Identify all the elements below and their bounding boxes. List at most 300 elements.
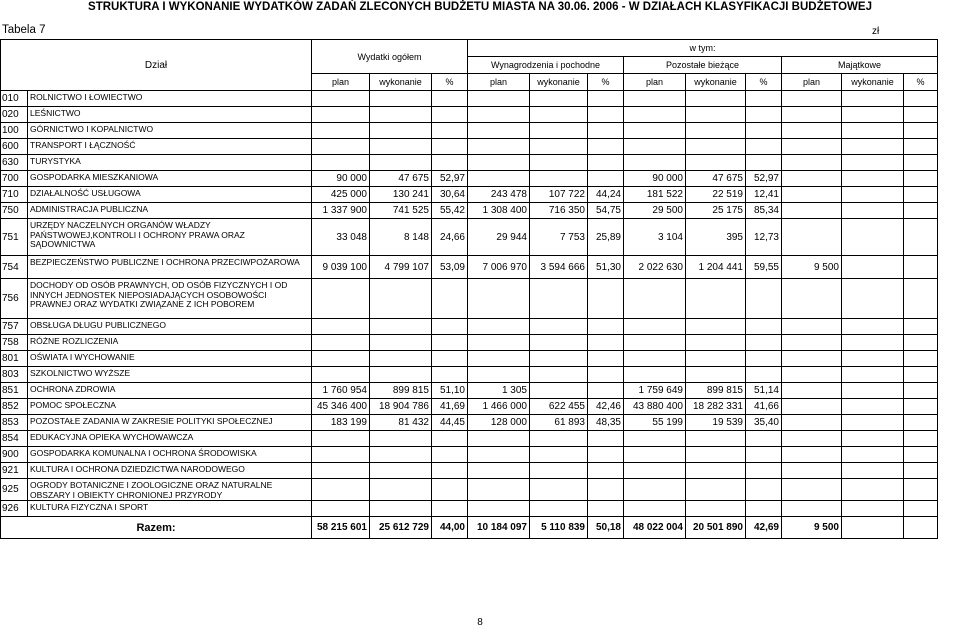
dzial-name: OŚWIATA I WYCHOWANIE <box>28 351 312 367</box>
value-cell: 18 282 331 <box>686 399 746 415</box>
value-cell: 54,75 <box>588 203 624 219</box>
value-cell <box>312 155 370 171</box>
value-cell <box>782 383 842 399</box>
value-cell <box>432 123 468 139</box>
value-cell <box>312 91 370 107</box>
value-cell <box>312 479 370 501</box>
table-row <box>1 256 938 279</box>
value-cell <box>530 463 588 479</box>
value-cell: 3 104 <box>624 219 686 256</box>
dzial-name: OGRODY BOTANICZNE I ZOOLOGICZNE ORAZ NATURALNE OBSZARY I OBIEKTY CHRONIONEJ PRZYRODY <box>28 479 312 501</box>
value-cell <box>782 479 842 501</box>
value-cell: 35,40 <box>746 415 782 431</box>
table-row <box>1 91 938 107</box>
value-cell <box>530 123 588 139</box>
value-cell <box>842 107 904 123</box>
value-cell <box>624 501 686 517</box>
value-cell <box>686 91 746 107</box>
value-cell <box>468 279 530 319</box>
value-cell <box>588 383 624 399</box>
header-majatkowe: Majątkowe <box>782 57 938 74</box>
total-value-cell <box>904 517 938 539</box>
value-cell: 25,89 <box>588 219 624 256</box>
value-cell <box>468 107 530 123</box>
value-cell <box>842 431 904 447</box>
value-cell <box>588 479 624 501</box>
value-cell: 1 760 954 <box>312 383 370 399</box>
value-cell <box>588 431 624 447</box>
value-cell <box>842 399 904 415</box>
value-cell <box>370 335 432 351</box>
header-wykonanie: wykonanie <box>686 74 746 91</box>
value-cell: 42,46 <box>588 399 624 415</box>
value-cell: 128 000 <box>468 415 530 431</box>
total-label: Razem: <box>1 517 312 539</box>
value-cell <box>530 383 588 399</box>
value-cell <box>468 479 530 501</box>
value-cell: 29 944 <box>468 219 530 256</box>
value-cell <box>746 123 782 139</box>
total-value-cell: 20 501 890 <box>686 517 746 539</box>
value-cell <box>432 447 468 463</box>
value-cell <box>370 479 432 501</box>
dzial-code: 758 <box>1 335 28 351</box>
table-row <box>1 367 938 383</box>
value-cell <box>624 139 686 155</box>
table-row <box>1 501 938 517</box>
value-cell: 107 722 <box>530 187 588 203</box>
value-cell <box>312 107 370 123</box>
value-cell: 24,66 <box>432 219 468 256</box>
value-cell <box>588 139 624 155</box>
header-plan: plan <box>468 74 530 91</box>
value-cell <box>782 415 842 431</box>
header-percent: % <box>432 74 468 91</box>
table-row <box>1 351 938 367</box>
value-cell: 44,24 <box>588 187 624 203</box>
dzial-code: 750 <box>1 203 28 219</box>
value-cell <box>842 319 904 335</box>
table-row <box>1 107 938 123</box>
table-row <box>1 155 938 171</box>
table-row <box>1 479 938 501</box>
value-cell <box>746 155 782 171</box>
value-cell <box>530 279 588 319</box>
value-cell <box>588 107 624 123</box>
dzial-code: 852 <box>1 399 28 415</box>
header-percent: % <box>588 74 624 91</box>
value-cell: 25 175 <box>686 203 746 219</box>
value-cell <box>746 335 782 351</box>
header-wydatki-ogolem: Wydatki ogółem <box>312 40 468 74</box>
value-cell <box>842 219 904 256</box>
value-cell <box>842 383 904 399</box>
value-cell <box>530 335 588 351</box>
dzial-code: 630 <box>1 155 28 171</box>
header-wykonanie: wykonanie <box>530 74 588 91</box>
value-cell <box>370 319 432 335</box>
header-wykonanie: wykonanie <box>842 74 904 91</box>
value-cell: 622 455 <box>530 399 588 415</box>
dzial-name: GÓRNICTWO I KOPALNICTWO <box>28 123 312 139</box>
value-cell <box>904 479 938 501</box>
unit-label: zł <box>872 26 880 37</box>
value-cell <box>904 107 938 123</box>
value-cell: 7 753 <box>530 219 588 256</box>
dzial-name: LEŚNICTWO <box>28 107 312 123</box>
value-cell <box>842 91 904 107</box>
dzial-name: ADMINISTRACJA PUBLICZNA <box>28 203 312 219</box>
value-cell <box>312 319 370 335</box>
table-row <box>1 415 938 431</box>
value-cell <box>842 203 904 219</box>
value-cell: 45 346 400 <box>312 399 370 415</box>
value-cell <box>588 155 624 171</box>
value-cell: 9 500 <box>782 256 842 279</box>
value-cell <box>782 501 842 517</box>
value-cell <box>624 279 686 319</box>
value-cell <box>624 447 686 463</box>
value-cell: 899 815 <box>686 383 746 399</box>
value-cell <box>904 256 938 279</box>
value-cell: 1 337 900 <box>312 203 370 219</box>
value-cell <box>904 155 938 171</box>
value-cell: 33 048 <box>312 219 370 256</box>
dzial-code: 803 <box>1 367 28 383</box>
value-cell: 1 305 <box>468 383 530 399</box>
table-row <box>1 279 938 319</box>
value-cell: 52,97 <box>746 171 782 187</box>
value-cell: 243 478 <box>468 187 530 203</box>
value-cell <box>468 171 530 187</box>
value-cell <box>746 367 782 383</box>
value-cell <box>782 447 842 463</box>
value-cell <box>432 139 468 155</box>
value-cell <box>782 171 842 187</box>
value-cell <box>432 463 468 479</box>
value-cell <box>370 155 432 171</box>
value-cell <box>624 155 686 171</box>
value-cell: 61 893 <box>530 415 588 431</box>
header-pozostale: Pozostałe bieżące <box>624 57 782 74</box>
value-cell: 53,09 <box>432 256 468 279</box>
value-cell <box>904 447 938 463</box>
value-cell <box>530 351 588 367</box>
header-percent: % <box>746 74 782 91</box>
value-cell <box>624 319 686 335</box>
dzial-code: 700 <box>1 171 28 187</box>
value-cell: 55 199 <box>624 415 686 431</box>
value-cell <box>530 367 588 383</box>
value-cell <box>686 335 746 351</box>
value-cell: 1 308 400 <box>468 203 530 219</box>
page-number: 8 <box>477 617 483 628</box>
value-cell <box>432 479 468 501</box>
value-cell <box>842 155 904 171</box>
value-cell: 90 000 <box>312 171 370 187</box>
value-cell: 90 000 <box>624 171 686 187</box>
value-cell <box>686 351 746 367</box>
value-cell <box>588 367 624 383</box>
dzial-name: OCHRONA ZDROWIA <box>28 383 312 399</box>
value-cell <box>904 319 938 335</box>
value-cell <box>686 139 746 155</box>
value-cell <box>588 463 624 479</box>
dzial-name: OBSŁUGA DŁUGU PUBLICZNEGO <box>28 319 312 335</box>
value-cell <box>904 187 938 203</box>
value-cell <box>782 431 842 447</box>
value-cell <box>842 256 904 279</box>
value-cell <box>746 479 782 501</box>
value-cell <box>370 367 432 383</box>
value-cell: 29 500 <box>624 203 686 219</box>
value-cell: 1 466 000 <box>468 399 530 415</box>
value-cell <box>842 415 904 431</box>
value-cell <box>904 335 938 351</box>
value-cell <box>782 139 842 155</box>
value-cell: 899 815 <box>370 383 432 399</box>
dzial-code: 900 <box>1 447 28 463</box>
value-cell <box>530 479 588 501</box>
value-cell <box>624 431 686 447</box>
value-cell <box>686 431 746 447</box>
value-cell <box>686 155 746 171</box>
value-cell <box>432 431 468 447</box>
value-cell <box>904 431 938 447</box>
value-cell <box>782 187 842 203</box>
header-plan: plan <box>782 74 842 91</box>
value-cell <box>370 351 432 367</box>
header-wynagrodzenia: Wynagrodzenia i pochodne <box>468 57 624 74</box>
value-cell <box>370 139 432 155</box>
value-cell <box>782 351 842 367</box>
dzial-code: 757 <box>1 319 28 335</box>
value-cell <box>432 155 468 171</box>
header-w-tym: w tym: <box>468 40 938 57</box>
value-cell <box>624 335 686 351</box>
value-cell <box>904 383 938 399</box>
value-cell <box>686 501 746 517</box>
value-cell <box>842 187 904 203</box>
value-cell <box>432 91 468 107</box>
dzial-code: 710 <box>1 187 28 203</box>
value-cell <box>432 107 468 123</box>
value-cell <box>686 447 746 463</box>
value-cell <box>904 351 938 367</box>
value-cell <box>468 91 530 107</box>
value-cell <box>370 123 432 139</box>
dzial-name: DZIAŁALNOŚĆ USŁUGOWA <box>28 187 312 203</box>
value-cell <box>782 91 842 107</box>
table-row <box>1 187 938 203</box>
value-cell: 19 539 <box>686 415 746 431</box>
total-value-cell: 50,18 <box>588 517 624 539</box>
value-cell <box>904 415 938 431</box>
value-cell <box>686 279 746 319</box>
value-cell <box>842 139 904 155</box>
value-cell <box>624 91 686 107</box>
total-value-cell: 25 612 729 <box>370 517 432 539</box>
value-cell <box>468 139 530 155</box>
value-cell <box>588 91 624 107</box>
dzial-name: TRANSPORT I ŁĄCZNOŚĆ <box>28 139 312 155</box>
value-cell <box>624 367 686 383</box>
total-value-cell: 44,00 <box>432 517 468 539</box>
value-cell <box>782 279 842 319</box>
value-cell <box>686 367 746 383</box>
dzial-name: SZKOLNICTWO WYŻSZE <box>28 367 312 383</box>
value-cell: 741 525 <box>370 203 432 219</box>
value-cell <box>746 501 782 517</box>
dzial-code: 751 <box>1 219 28 256</box>
value-cell <box>746 431 782 447</box>
header-plan: plan <box>312 74 370 91</box>
value-cell <box>312 501 370 517</box>
dzial-code: 925 <box>1 479 28 501</box>
value-cell <box>530 139 588 155</box>
value-cell: 130 241 <box>370 187 432 203</box>
value-cell <box>432 279 468 319</box>
value-cell <box>588 123 624 139</box>
value-cell <box>782 107 842 123</box>
dzial-name: POZOSTAŁE ZADANIA W ZAKRESIE POLITYKI SPOŁECZNEJ <box>28 415 312 431</box>
value-cell <box>782 367 842 383</box>
dzial-name: KULTURA FIZYCZNA I SPORT <box>28 501 312 517</box>
table-row <box>1 399 938 415</box>
value-cell: 85,34 <box>746 203 782 219</box>
value-cell <box>468 501 530 517</box>
value-cell: 9 039 100 <box>312 256 370 279</box>
value-cell <box>842 123 904 139</box>
value-cell <box>904 399 938 415</box>
value-cell <box>746 279 782 319</box>
header-percent: % <box>904 74 938 91</box>
value-cell <box>746 351 782 367</box>
header-dzial: Dział <box>1 40 312 91</box>
value-cell <box>370 91 432 107</box>
value-cell <box>686 107 746 123</box>
value-cell <box>782 203 842 219</box>
value-cell <box>782 463 842 479</box>
value-cell <box>530 447 588 463</box>
value-cell <box>588 279 624 319</box>
dzial-name: GOSPODARKA KOMUNALNA I OCHRONA ŚRODOWISKA <box>28 447 312 463</box>
dzial-name: URZĘDY NACZELNYCH ORGANÓW WŁADZY PAŃSTWOWEJ,KONTROLI I OCHRONY PRAWA ORAZ SĄDOWNICTWA <box>28 219 312 256</box>
value-cell <box>904 123 938 139</box>
value-cell <box>370 447 432 463</box>
total-value-cell: 48 022 004 <box>624 517 686 539</box>
value-cell <box>746 91 782 107</box>
value-cell: 81 432 <box>370 415 432 431</box>
value-cell: 30,64 <box>432 187 468 203</box>
value-cell <box>530 319 588 335</box>
value-cell <box>746 107 782 123</box>
value-cell <box>746 319 782 335</box>
dzial-code: 921 <box>1 463 28 479</box>
dzial-name: ROLNICTWO I ŁOWIECTWO <box>28 91 312 107</box>
value-cell <box>312 431 370 447</box>
value-cell <box>842 171 904 187</box>
value-cell: 51,14 <box>746 383 782 399</box>
value-cell <box>588 319 624 335</box>
value-cell <box>588 447 624 463</box>
value-cell: 51,30 <box>588 256 624 279</box>
value-cell: 55,42 <box>432 203 468 219</box>
dzial-name: GOSPODARKA MIESZKANIOWA <box>28 171 312 187</box>
value-cell <box>468 367 530 383</box>
value-cell <box>624 479 686 501</box>
table-row <box>1 219 938 256</box>
table-row <box>1 335 938 351</box>
value-cell: 48,35 <box>588 415 624 431</box>
dzial-name: DOCHODY OD OSÓB PRAWNYCH, OD OSÓB FIZYCZNYCH I OD INNYCH JEDNOSTEK NIEPOSIADAJĄCYCH OSOBOWOŚCI PRAWNEJ ORAZ WYDATKI ZWIĄZANE Z ICH POBOREM <box>28 279 312 319</box>
value-cell <box>312 335 370 351</box>
table-row <box>1 139 938 155</box>
dzial-name: BEZPIECZEŃSTWO PUBLICZNE I OCHRONA PRZECIWPOŻAROWA <box>28 256 312 279</box>
value-cell: 51,10 <box>432 383 468 399</box>
value-cell <box>842 447 904 463</box>
dzial-code: 801 <box>1 351 28 367</box>
dzial-code: 020 <box>1 107 28 123</box>
dzial-code: 100 <box>1 123 28 139</box>
dzial-name: POMOC SPOŁECZNA <box>28 399 312 415</box>
value-cell <box>530 155 588 171</box>
dzial-name: RÓŻNE ROZLICZENIA <box>28 335 312 351</box>
value-cell <box>432 351 468 367</box>
value-cell <box>370 501 432 517</box>
total-value-cell <box>842 517 904 539</box>
value-cell <box>782 319 842 335</box>
value-cell <box>530 107 588 123</box>
value-cell: 59,55 <box>746 256 782 279</box>
value-cell <box>312 447 370 463</box>
dzial-code: 851 <box>1 383 28 399</box>
value-cell <box>686 319 746 335</box>
value-cell <box>904 279 938 319</box>
value-cell <box>468 319 530 335</box>
value-cell <box>432 501 468 517</box>
value-cell <box>904 203 938 219</box>
value-cell <box>432 319 468 335</box>
value-cell <box>468 447 530 463</box>
value-cell <box>432 367 468 383</box>
value-cell <box>312 367 370 383</box>
value-cell <box>468 351 530 367</box>
value-cell <box>746 139 782 155</box>
value-cell <box>904 91 938 107</box>
document-title: STRUKTURA I WYKONANIE WYDATKÓW ZADAŃ ZLECONYCH BUDŻETU MIASTA NA 30.06. 2006 - W DZIAŁACH KLASYFIKACJI BUDŻETOWEJ <box>88 1 872 13</box>
value-cell: 8 148 <box>370 219 432 256</box>
expenditure-table <box>0 39 938 539</box>
value-cell <box>370 279 432 319</box>
value-cell <box>842 367 904 383</box>
table-row <box>1 447 938 463</box>
total-value-cell: 10 184 097 <box>468 517 530 539</box>
value-cell <box>312 463 370 479</box>
dzial-code: 754 <box>1 256 28 279</box>
value-cell <box>782 399 842 415</box>
table-row <box>1 203 938 219</box>
value-cell: 425 000 <box>312 187 370 203</box>
value-cell: 181 522 <box>624 187 686 203</box>
value-cell: 41,66 <box>746 399 782 415</box>
value-cell <box>370 463 432 479</box>
value-cell: 41,69 <box>432 399 468 415</box>
dzial-code: 926 <box>1 501 28 517</box>
value-cell: 395 <box>686 219 746 256</box>
value-cell <box>904 501 938 517</box>
value-cell <box>904 171 938 187</box>
